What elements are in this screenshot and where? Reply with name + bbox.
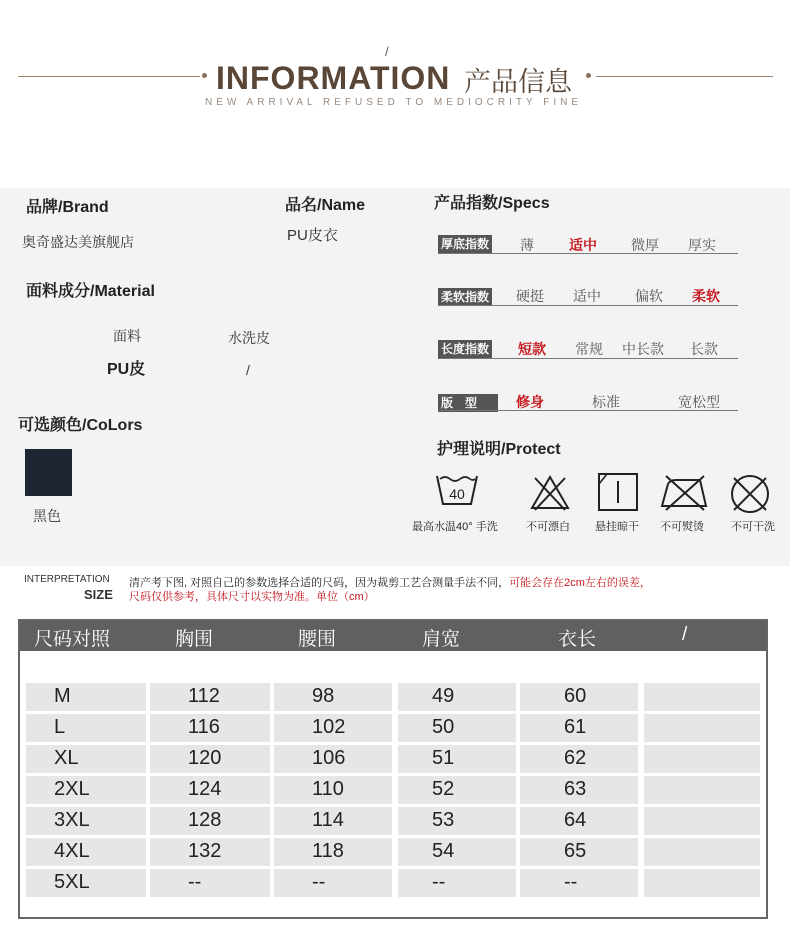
size-table [18,619,768,919]
size-table-header-cell: 尺码对照 [34,629,111,650]
line-dry-icon [597,472,639,512]
size-table-header [20,621,766,651]
spec-option-selected: 短款 [518,341,546,357]
size-table-header-cell: 肩宽 [422,629,461,650]
size-table-cell [644,714,760,742]
size-value-cell: 112 [188,685,220,707]
size-table-cell [644,683,760,711]
spec-underline [438,253,738,254]
size-table-header-cell: 衣长 [558,629,597,650]
spec-tag-softness: 柔软指数 [438,288,492,306]
no-bleach-icon [529,474,571,512]
header-line-right [596,76,773,77]
size-table-cell [26,745,146,773]
header-slash: / [385,44,389,59]
no-iron-icon [658,472,710,512]
wash-40-icon [434,470,480,510]
spec-option-selected: 柔软 [692,288,720,304]
size-label-cell: 2XL [54,778,90,800]
size-value-cell: 132 [188,840,222,862]
size-label-cell: 3XL [54,809,90,831]
size-table-cell [398,807,516,835]
size-table-cell [398,683,516,711]
name-label: 品名/Name [285,197,366,214]
header-title: INFORMATION [216,60,451,96]
size-table-cell [398,869,516,897]
specs-label: 产品指数/Specs [434,195,550,212]
size-label: SIZE [84,587,113,602]
size-table-header-cell: / [682,624,688,645]
size-value-cell: 128 [188,809,222,831]
spec-option: 标准 [592,394,620,410]
size-value-cell: 64 [564,809,587,831]
size-table-cell [150,869,270,897]
material-label: 面料成分/Material [26,283,155,300]
size-label-cell: XL [54,747,79,769]
size-value-cell: 53 [432,809,455,831]
care-label: 护理说明/Protect [437,441,561,458]
header-line-left [18,76,200,77]
size-table-cell [644,807,760,835]
spec-underline [438,358,738,359]
spec-underline [438,305,738,306]
size-value-cell: 98 [312,685,335,707]
size-table-header-cell: 腰围 [298,629,337,650]
size-table-cell [398,838,516,866]
size-value-cell: 124 [188,778,222,800]
wash-value: / [246,362,250,378]
size-label-cell: M [54,685,71,707]
spec-tag-thickness: 厚底指数 [438,235,492,253]
color-name: 黑色 [33,508,61,524]
size-table-cell [26,714,146,742]
size-table-cell [644,745,760,773]
size-value-cell: 61 [564,716,587,738]
care-text: 不可熨烫 [660,521,704,533]
spec-option: 微厚 [631,237,659,253]
wash-label: 水洗皮 [228,330,270,346]
brand-value: 奥奇盛达美旗舰店 [22,234,134,250]
spec-option: 常规 [575,341,603,357]
care-text: 悬挂晾干 [595,521,639,533]
size-value-cell: -- [188,871,202,893]
spec-tag-fit: 版 型 [438,394,498,412]
size-note-normal: 清产考下图, 对照自己的参数选择合适的尺码，因为裁剪工艺合测量手法不同， [129,577,510,589]
spec-option: 适中 [573,288,601,304]
size-value-cell: 114 [312,809,344,831]
size-value-cell: 120 [188,747,222,769]
size-value-cell: 49 [432,685,455,707]
wash-temp: 40 [449,486,465,502]
care-text: 不可漂白 [526,521,570,533]
size-value-cell: 110 [312,778,344,800]
care-text: 不可干洗 [731,521,775,533]
name-value: PU皮衣 [287,227,338,244]
spec-underline [438,410,738,411]
size-table-cell [644,869,760,897]
size-table-cell [644,838,760,866]
spec-option: 宽松型 [678,394,720,410]
size-value-cell: 54 [432,840,455,862]
size-table-cell [398,745,516,773]
product-info-panel [0,188,790,566]
no-dry-clean-icon [729,473,771,515]
size-note-line2 [129,588,375,604]
care-text: 最高水温40° 手洗 [412,521,498,533]
spec-option: 长款 [690,341,718,357]
brand-label: 品牌/Brand [26,199,109,216]
spec-option: 偏软 [635,288,663,304]
spec-tag-length: 长度指数 [438,340,492,358]
spec-option: 厚实 [688,237,716,253]
size-note-red-2: 尺码仅供参考，具体尺寸以实物为准。单位（cm） [129,591,375,603]
info-header [0,0,790,188]
size-value-cell: 50 [432,716,455,738]
spec-option-selected: 修身 [516,394,544,410]
size-table-cell [520,869,638,897]
size-table-cell [398,776,516,804]
spec-option: 薄 [520,237,534,253]
fabric-label: 面料 [113,328,141,344]
size-value-cell: 102 [312,716,346,738]
size-table-cell [274,869,392,897]
spec-option: 硬挺 [516,288,544,304]
header-dot-left [202,73,207,78]
size-value-cell: -- [564,871,578,893]
size-label-cell: 4XL [54,840,90,862]
fabric-value: PU皮 [107,361,146,378]
spec-option: 中长款 [622,341,664,357]
size-note-red: 可能会存在2cm左右的误差， [509,577,651,589]
size-label-cell: L [54,716,66,738]
size-table-cell [26,683,146,711]
header-subtitle: NEW ARRIVAL REFUSED TO MEDIOCRITY FINE [205,97,583,108]
size-value-cell: -- [312,871,326,893]
size-value-cell: 116 [188,716,220,738]
size-label-cell: 5XL [54,871,90,893]
size-value-cell: 118 [312,840,344,862]
interpretation-label: INTERPRETATION [24,574,110,585]
size-value-cell: -- [432,871,446,893]
size-table-cell [398,714,516,742]
size-value-cell: 60 [564,685,587,707]
size-value-cell: 51 [432,747,455,769]
header-dot-right [586,73,591,78]
size-value-cell: 52 [432,778,455,800]
size-value-cell: 62 [564,747,587,769]
size-value-cell: 65 [564,840,587,862]
header-title-cn: 产品信息 [464,67,572,98]
colors-label: 可选颜色/CoLors [18,417,143,434]
size-value-cell: 63 [564,778,587,800]
size-value-cell: 106 [312,747,346,769]
size-table-cell [644,776,760,804]
color-swatch-black[interactable] [25,449,72,496]
size-table-header-cell: 胸围 [175,629,214,650]
spec-option-selected: 适中 [569,237,597,253]
